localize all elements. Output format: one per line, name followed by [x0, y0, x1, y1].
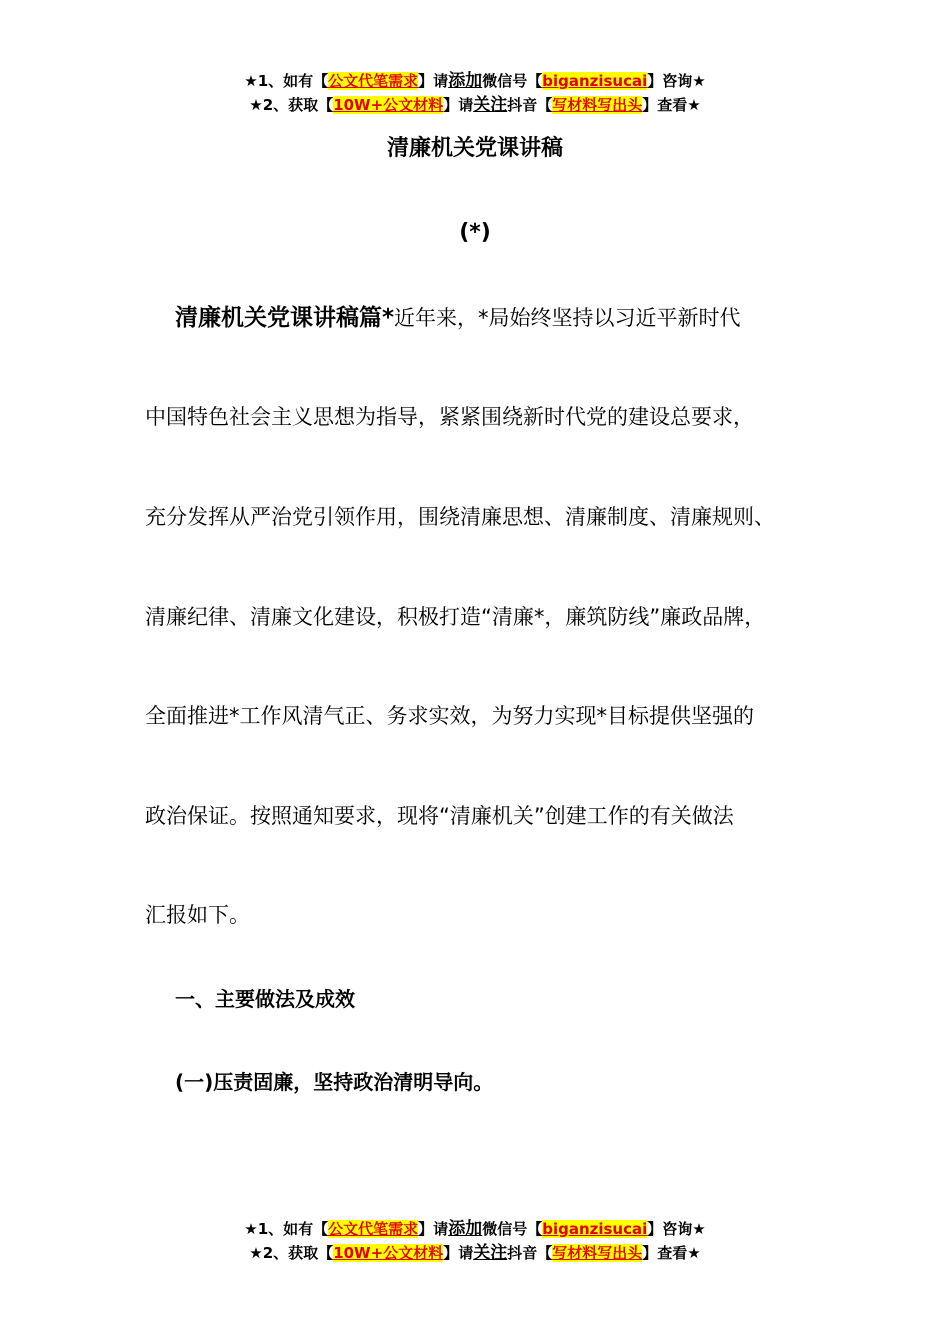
document-subtitle: (*)	[459, 220, 491, 245]
promo-line-1: ★1、如有【公文代笔需求】请添加微信号【biganzisucai】咨询★	[244, 1219, 706, 1239]
paragraph-line: 政治保证。按照通知要求，现将“清廉机关”创建工作的有关做法	[145, 804, 734, 828]
highlight-service: 公文代笔需求	[328, 1220, 419, 1238]
highlight-douyin-account: 写材料写出头	[552, 96, 643, 114]
paragraph-line: 充分发挥从严治党引领作用，围绕清廉思想、清廉制度、清廉规则、	[145, 505, 775, 529]
paragraph-line: 清廉纪律、清廉文化建设，积极打造“清廉*，廉筑防线”廉政品牌，	[145, 605, 766, 629]
highlight-wechat-id: biganzisucai	[542, 72, 648, 90]
paragraph-line: 中国特色社会主义思想为指导，紧紧围绕新时代党的建设总要求，	[145, 405, 754, 429]
promo-banner-bottom	[0, 1217, 950, 1265]
highlight-materials: 10W+公文材料	[333, 96, 444, 114]
document-title: 清廉机关党课讲稿	[386, 136, 563, 161]
highlight-wechat-id: biganzisucai	[542, 1220, 648, 1238]
highlight-douyin-account: 写材料写出头	[552, 1244, 643, 1262]
paragraph-lead: 清廉机关党课讲稿篇*	[175, 305, 395, 331]
highlight-service: 公文代笔需求	[328, 72, 419, 90]
paragraph-line: 汇报如下。	[145, 903, 250, 927]
promo-banner-top	[0, 69, 950, 117]
promo-line-2: ★2、获取【10W+公文材料】请关注抖音【写材料写出头】查看★	[249, 1243, 701, 1263]
promo-line-2: ★2、获取【10W+公文材料】请关注抖音【写材料写出头】查看★	[249, 95, 701, 115]
promo-line-1: ★1、如有【公文代笔需求】请添加微信号【biganzisucai】咨询★	[244, 71, 706, 91]
section-heading: 一、主要做法及成效	[175, 987, 355, 1011]
highlight-materials: 10W+公文材料	[333, 1244, 444, 1262]
subsection-heading: (一)压责固廉，坚持政治清明导向。	[175, 1070, 494, 1094]
paragraph-line: 全面推进*工作风清气正、务求实效，为努力实现*目标提供坚强的	[145, 704, 754, 728]
paragraph-line: 清廉机关党课讲稿篇*近年来，*局始终坚持以习近平新时代	[175, 305, 741, 331]
